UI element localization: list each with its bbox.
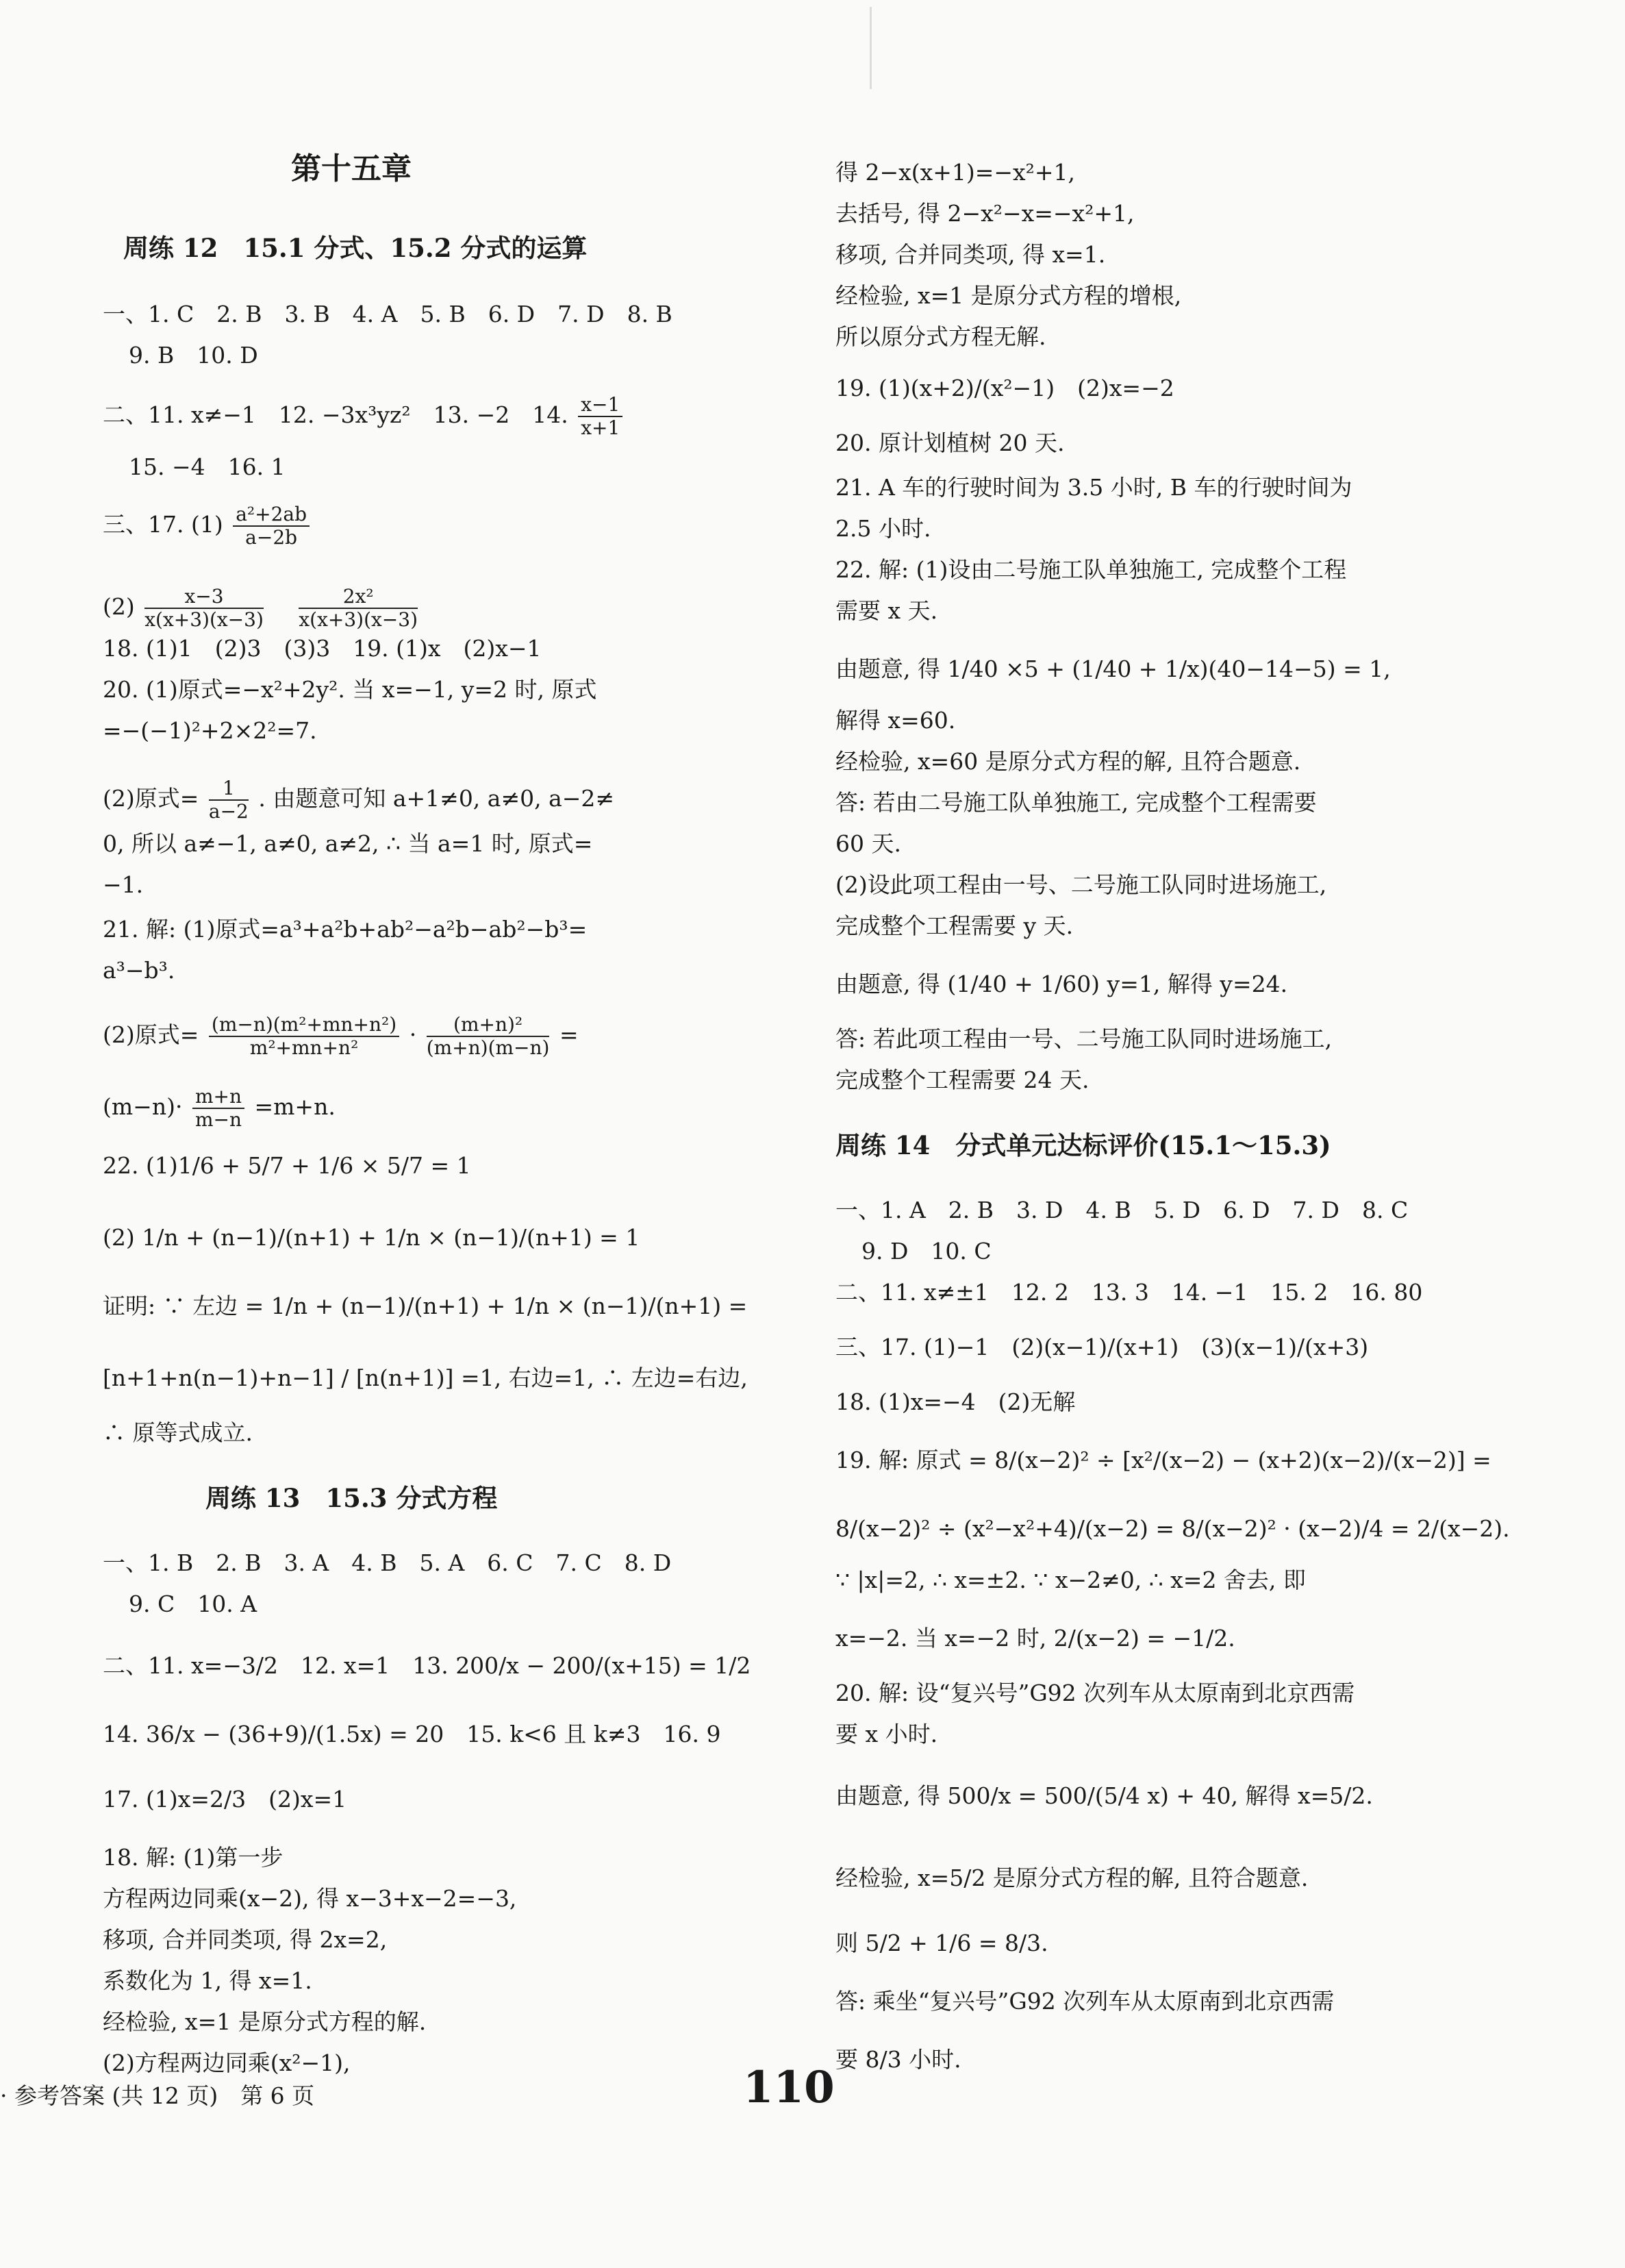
answer-line: 8/(x−2)² ÷ (x²−x²+4)/(x−2) = 8/(x−2)² · (x−2)/4 = 2/(x−2). <box>835 1515 1510 1542</box>
answer-line: 0, 所以 a≠−1, a≠0, a≠2, ∴ 当 a=1 时, 原式= <box>103 830 593 857</box>
answer-line: 解得 x=60. <box>835 707 956 734</box>
answer-line <box>103 777 614 823</box>
numerator: 2x² <box>299 586 418 609</box>
answer-line: 移项, 合并同类项, 得 x=1. <box>835 241 1106 268</box>
numerator: 1 <box>209 777 249 801</box>
answer-line: 经检验, x=60 是原分式方程的解, 且符合题意. <box>835 748 1301 775</box>
numerator: x−3 <box>144 586 264 609</box>
answer-line: (2)设此项工程由一号、二号施工队同时进场施工, <box>835 871 1327 898</box>
denominator: x(x+3)(x−3) <box>299 608 418 631</box>
numerator: (m+n)² <box>427 1014 550 1037</box>
fraction <box>427 1014 550 1059</box>
section-week14-title: 周练 14 分式单元达标评价(15.1～15.3) <box>835 1130 1331 1160</box>
fraction <box>299 586 418 631</box>
answer-line: 9. D 10. C <box>861 1238 992 1264</box>
answer-line: 20. 解: 设“复兴号”G92 次列车从太原南到北京西需 <box>835 1680 1355 1706</box>
answer-line: 经检验, x=1 是原分式方程的增根, <box>835 282 1182 309</box>
answer-text: (m−n)· <box>103 1093 183 1120</box>
answer-line: x=−2. 当 x=−2 时, 2/(x−2) = −1/2. <box>835 1625 1235 1652</box>
answer-line: 经检验, x=1 是原分式方程的解. <box>103 2008 427 2035</box>
answer-line: 17. (1)x=2/3 (2)x=1 <box>103 1786 347 1812</box>
denominator: a−2 <box>208 800 249 823</box>
answer-line: 要 x 小时. <box>835 1721 938 1747</box>
numerator: a²+2ab <box>233 503 310 527</box>
answer-line: 由题意, 得 (1/40 + 1/60) y=1, 解得 y=24. <box>835 971 1288 997</box>
answer-line: ∵ |x|=2, ∴ x=±2. ∵ x−2≠0, ∴ x=2 舍去, 即 <box>835 1567 1306 1593</box>
denominator: x+1 <box>581 416 620 439</box>
answer-line: 一、1. A 2. B 3. D 4. B 5. D 6. D 7. D 8. C <box>835 1197 1409 1223</box>
answer-line: 则 5/2 + 1/6 = 8/3. <box>835 1930 1048 1956</box>
fold-line <box>870 7 872 89</box>
answer-line: 需要 x 天. <box>835 597 938 624</box>
answer-line: 二、11. x≠±1 12. 2 13. 3 14. −1 15. 2 16. 80 <box>835 1279 1423 1306</box>
footer-label: · 参考答案 (共 12 页) 第 6 页 <box>0 2082 315 2109</box>
answer-line <box>103 1086 336 1131</box>
answer-line: 答: 乘坐“复兴号”G92 次列车从太原南到北京西需 <box>835 1988 1335 2015</box>
answer-line: 三、17. (1)−1 (2)(x−1)/(x+1) (3)(x−1)/(x+3) <box>835 1334 1369 1360</box>
fraction <box>233 503 310 549</box>
answer-line: 答: 若此项工程由一号、二号施工队同时进场施工, <box>835 1025 1333 1052</box>
answer-line: 要 8/3 小时. <box>835 2046 961 2073</box>
answer-text: 22. (1) <box>103 1152 178 1179</box>
answer-text: 二、11. x≠−1 12. −3x³yz² 13. −2 14. <box>103 401 568 428</box>
answer-text: 1/6 + 5/7 + 1/6 × 5/7 = 1 <box>177 1152 471 1179</box>
answer-line: 完成整个工程需要 24 天. <box>835 1067 1089 1093</box>
answer-line: 18. (1)1 (2)3 (3)3 19. (1)x (2)x−1 <box>103 635 542 662</box>
answer-line: 答: 若由二号施工队单独施工, 完成整个工程需要 <box>835 789 1317 816</box>
answer-line: 9. C 10. A <box>129 1591 257 1617</box>
answer-line: 系数化为 1, 得 x=1. <box>103 1967 312 1994</box>
answer-line: 得 2−x(x+1)=−x²+1, <box>835 159 1076 186</box>
answer-line: 21. 解: (1)原式=a³+a²b+ab²−a²b−ab²−b³= <box>103 916 588 943</box>
fraction <box>144 586 264 631</box>
answer-line: ∴ 原等式成立. <box>103 1419 253 1446</box>
answer-line: 19. 解: 原式 = 8/(x−2)² ÷ [x²/(x−2) − (x+2)(x−2)/(x−2)] = <box>835 1447 1491 1473</box>
answer-line: 18. (1)x=−4 (2)无解 <box>835 1388 1076 1415</box>
answer-line: [n+1+n(n−1)+n−1] / [n(n+1)] =1, 右边=1, ∴ 左边=右边, <box>103 1364 748 1391</box>
answer-line: a³−b³. <box>103 957 175 984</box>
answer-line: 二、11. x=−3/2 12. x=1 13. 200/x − 200/(x+15) = 1/2 <box>103 1652 751 1679</box>
denominator: m−n <box>194 1108 242 1131</box>
fraction <box>578 394 622 439</box>
answer-line: −1. <box>103 871 144 898</box>
answer-line: 移项, 合并同类项, 得 2x=2, <box>103 1926 388 1953</box>
answer-line: 60 天. <box>835 830 901 857</box>
chapter-title: 第十五章 <box>291 151 412 186</box>
answer-line <box>103 586 420 631</box>
denominator: x(x+3)(x−3) <box>144 608 264 631</box>
answer-text: 三、17. (1) <box>103 511 223 538</box>
denominator: m²+mn+n² <box>249 1036 359 1059</box>
answer-text: · <box>409 1021 417 1048</box>
fraction <box>209 1014 399 1059</box>
answer-line: 完成整个工程需要 y 天. <box>835 912 1074 939</box>
answer-line: 22. 解: (1)设由二号施工队单独施工, 完成整个工程 <box>835 556 1347 583</box>
denominator: a−2b <box>245 526 298 549</box>
answer-line: 所以原分式方程无解. <box>835 323 1046 350</box>
fraction <box>192 1086 244 1131</box>
answer-line <box>103 1151 471 1181</box>
numerator: (m−n)(m²+mn+n²) <box>209 1014 399 1037</box>
answer-line: 证明: ∵ 左边 = 1/n + (n−1)/(n+1) + 1/n × (n−1)/(n+1) = <box>103 1293 748 1319</box>
answer-line: 20. (1)原式=−x²+2y². 当 x=−1, y=2 时, 原式 <box>103 676 597 703</box>
answer-text: = <box>559 1021 579 1048</box>
answer-text: (2) <box>103 593 135 620</box>
answer-line: (2)方程两边同乘(x²−1), <box>103 2049 351 2076</box>
answer-line: =−(−1)²+2×2²=7. <box>103 717 317 744</box>
answer-line <box>103 1014 579 1059</box>
answer-line: 方程两边同乘(x−2), 得 x−3+x−2=−3, <box>103 1885 517 1912</box>
section-week13-title: 周练 13 15.3 分式方程 <box>205 1483 498 1513</box>
section-week12-title: 周练 12 15.1 分式、15.2 分式的运算 <box>123 233 588 263</box>
answer-text: . 由题意可知 a+1≠0, a≠0, a−2≠ <box>258 785 615 812</box>
answer-line: 2.5 小时. <box>835 515 931 542</box>
page-number: 110 <box>743 2062 835 2113</box>
answer-line: 由题意, 得 500/x = 500/(5/4 x) + 40, 解得 x=5/2. <box>835 1782 1373 1809</box>
answer-line: 18. 解: (1)第一步 <box>103 1844 284 1871</box>
answer-line: 14. 36/x − (36+9)/(1.5x) = 20 15. k<6 且 k≠3 16. 9 <box>103 1721 721 1747</box>
answer-text: (2)原式= <box>103 785 199 812</box>
answer-line: 9. B 10. D <box>129 342 258 369</box>
answer-line: 21. A 车的行驶时间为 3.5 小时, B 车的行驶时间为 <box>835 474 1352 501</box>
answer-line: 经检验, x=5/2 是原分式方程的解, 且符合题意. <box>835 1865 1309 1891</box>
answer-line <box>103 503 312 549</box>
answer-line: 去括号, 得 2−x²−x=−x²+1, <box>835 200 1135 227</box>
answer-line: 15. −4 16. 1 <box>129 453 286 480</box>
answer-line: 20. 原计划植树 20 天. <box>835 429 1065 456</box>
answer-line: 由题意, 得 1/40 ×5 + (1/40 + 1/x)(40−14−5) = 1, <box>835 656 1391 682</box>
answer-line: 一、1. B 2. B 3. A 4. B 5. A 6. C 7. C 8. D <box>103 1549 672 1576</box>
numerator: x−1 <box>578 394 622 417</box>
fraction <box>209 777 249 823</box>
answer-line <box>103 394 625 439</box>
answer-line: 一、1. C 2. B 3. B 4. A 5. B 6. D 7. D 8. B <box>103 301 672 327</box>
answer-text: (2)原式= <box>103 1021 199 1048</box>
answer-text: =m+n. <box>254 1093 336 1120</box>
answer-line: (2) 1/n + (n−1)/(n+1) + 1/n × (n−1)/(n+1) = 1 <box>103 1224 640 1251</box>
denominator: (m+n)(m−n) <box>426 1036 550 1059</box>
answer-line: 19. (1)(x+2)/(x²−1) (2)x=−2 <box>835 375 1174 401</box>
numerator: m+n <box>192 1086 244 1109</box>
